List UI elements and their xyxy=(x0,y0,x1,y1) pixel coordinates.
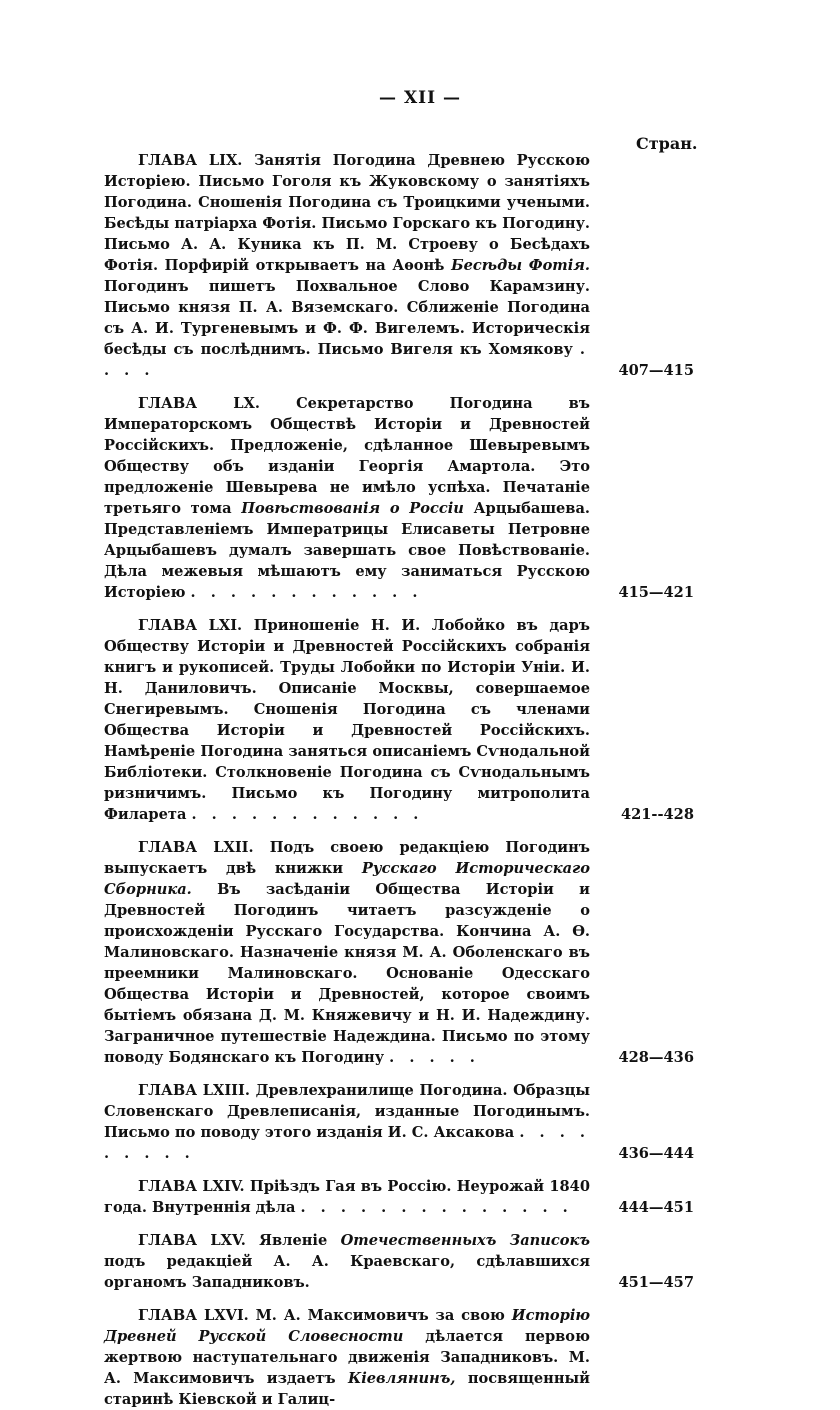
page-number: — XII — xyxy=(379,88,461,108)
chapter-heading: ГЛАВА LXIV. xyxy=(138,1178,245,1195)
toc-entry xyxy=(104,1080,694,1164)
page-range: 444—451 xyxy=(618,1199,694,1216)
leader-dots: . . . . . xyxy=(389,1049,480,1066)
chapter-heading: ГЛАВА LXIII. xyxy=(138,1082,250,1099)
chapter-heading: ГЛАВА LIX. xyxy=(138,152,243,169)
entry-text: ГЛАВА LXVI. М. А. Максимовичъ за свою Исторію Древней Русской Словесности дѣлается первою жертвою наступательнаго движенія Западниковъ. М. А. Максимовичъ издаетъ Кіевлянинъ, посвященный старинѣ Кіевской и Галиц- xyxy=(104,1307,590,1408)
leader-dots: . . . . xyxy=(104,341,590,379)
pages-column-label: Стран. xyxy=(636,134,698,153)
entry-text: ГЛАВА LIX. Занятія Погодина Древнею Русскою Исторіею. Письмо Гоголя къ Жуковскому о занятіяхъ Погодина. Сношенія Погодина съ Троицкими учеными. Бесѣды патріарха Фотія. Письмо Горскаго къ Погодину. Письмо А. А. Куника къ П. М. Строеву о Бесѣдахъ Фотія. Порфирій открываетъ на Аѳонѣ Бесѣды Фотія. Погодинъ пишетъ Похвальное Слово Карамзину. Письмо князя П. А. Вяземскаго. Сближеніе Погодина съ А. И. Тургеневымъ и Ф. Ф. Вигелемъ. Историческія бесѣды съ послѣднимъ. Письмо Вигеля къ Хомякову . . . . xyxy=(104,152,590,379)
toc-entry xyxy=(104,1305,694,1410)
leader-dots: . . . . . . . . . . . . xyxy=(190,584,423,601)
page-range: 428—436 xyxy=(618,1049,694,1066)
chapter-heading: ГЛАВА LXII. xyxy=(138,839,254,856)
toc-entry xyxy=(104,1230,694,1293)
toc-entry xyxy=(104,393,694,603)
page-range: 451—457 xyxy=(618,1274,694,1291)
entry-text: ГЛАВА LXIV. Пріѣздъ Гая въ Россію. Неурожай 1840 года. Внутреннія дѣла . . . . . . . . . . . . . . xyxy=(104,1178,590,1216)
page-range: 436—444 xyxy=(618,1145,694,1162)
toc-entry xyxy=(104,1176,694,1218)
entry-text: ГЛАВА LXV. Явленіе Отечественныхъ Записокъ подъ редакціей А. А. Краевскаго, сдѣлавшихся органомъ Западниковъ. xyxy=(104,1232,590,1291)
entry-text: ГЛАВА LXI. Приношеніе Н. И. Лобойко въ даръ Обществу Исторіи и Древностей Россійскихъ собранія книгъ и рукописей. Труды Лобойки по Исторіи Уніи. И. Н. Даниловичъ. Описаніе Москвы, совершаемое Снегиревымъ. Сношенія Погодина съ членами Общества Исторіи и Древностей Россійскихъ. Намѣреніе Погодина заняться описаніемъ Сѵнодальной Библіотеки. Столкновеніе Погодина съ Сѵнодальнымъ ризничимъ. Письмо къ Погодину митрополита Филарета . . . . . . . . . . . . xyxy=(104,617,591,823)
table-of-contents xyxy=(104,150,694,1410)
chapter-heading: ГЛАВА LXV. xyxy=(138,1232,246,1249)
chapter-heading: ГЛАВА LXI. xyxy=(138,617,243,634)
entry-text: ГЛАВА LXIII. Древлехранилище Погодина. Образцы Словенскаго Древлеписанія, изданные Погодинымъ. Письмо по поводу этого изданія И. С. Аксакова . . . . . . . . . xyxy=(104,1082,590,1162)
toc-entry xyxy=(104,837,694,1068)
entry-text: ГЛАВА LX. Секретарство Погодина въ Императорскомъ Обществѣ Исторіи и Древностей Россійскихъ. Предложеніе, сдѣланное Шевыревымъ Обществу объ изданіи Георгія Амартола. Это предложеніе Шевырева не имѣло успѣха. Печатаніе третьяго тома Повѣствованія о Россіи Арцыбашева. Представленіемъ Императрицы Елисаветы Петровне Арцыбашевъ думалъ завершать свое Повѣствованіе. Дѣла межевыя мѣшаютъ ему заниматься Русскою Исторіею . . . . . . . . . . . . xyxy=(104,395,590,601)
page-range: 421--428 xyxy=(620,806,694,823)
leader-dots: . . . . . . . . . . . . . . xyxy=(300,1199,573,1216)
page-range: 407—415 xyxy=(618,362,694,379)
page-range: 415—421 xyxy=(618,584,694,601)
leader-dots: . . . . . . . . . xyxy=(104,1124,590,1162)
chapter-heading: ГЛАВА LXVI. xyxy=(138,1307,249,1324)
chapter-heading: ГЛАВА LX. xyxy=(138,395,260,412)
toc-entry xyxy=(104,615,694,825)
toc-entry xyxy=(104,150,694,381)
leader-dots: . . . . . . . . . . . . xyxy=(191,806,424,823)
entry-text: ГЛАВА LXII. Подъ своею редакціею Погодинъ выпускаетъ двѣ книжки Русскаго Историческаго Сборника. Въ засѣданіи Общества Исторіи и Древностей Погодинъ читаетъ разсужденіе о происхожденіи Русскаго Государства. Кончина А. Ѳ. Малиновскаго. Назначеніе князя М. А. Оболенскаго въ преемники Малиновскаго. Основаніе Одесскаго Общества Исторіи и Древностей, которое своимъ бытіемъ обязана Д. М. Княжевичу и Н. И. Надеждину. Заграничное путешествіе Надеждина. Письмо по этому поводу Бодянскаго къ Погодину . . . . . xyxy=(104,839,590,1066)
